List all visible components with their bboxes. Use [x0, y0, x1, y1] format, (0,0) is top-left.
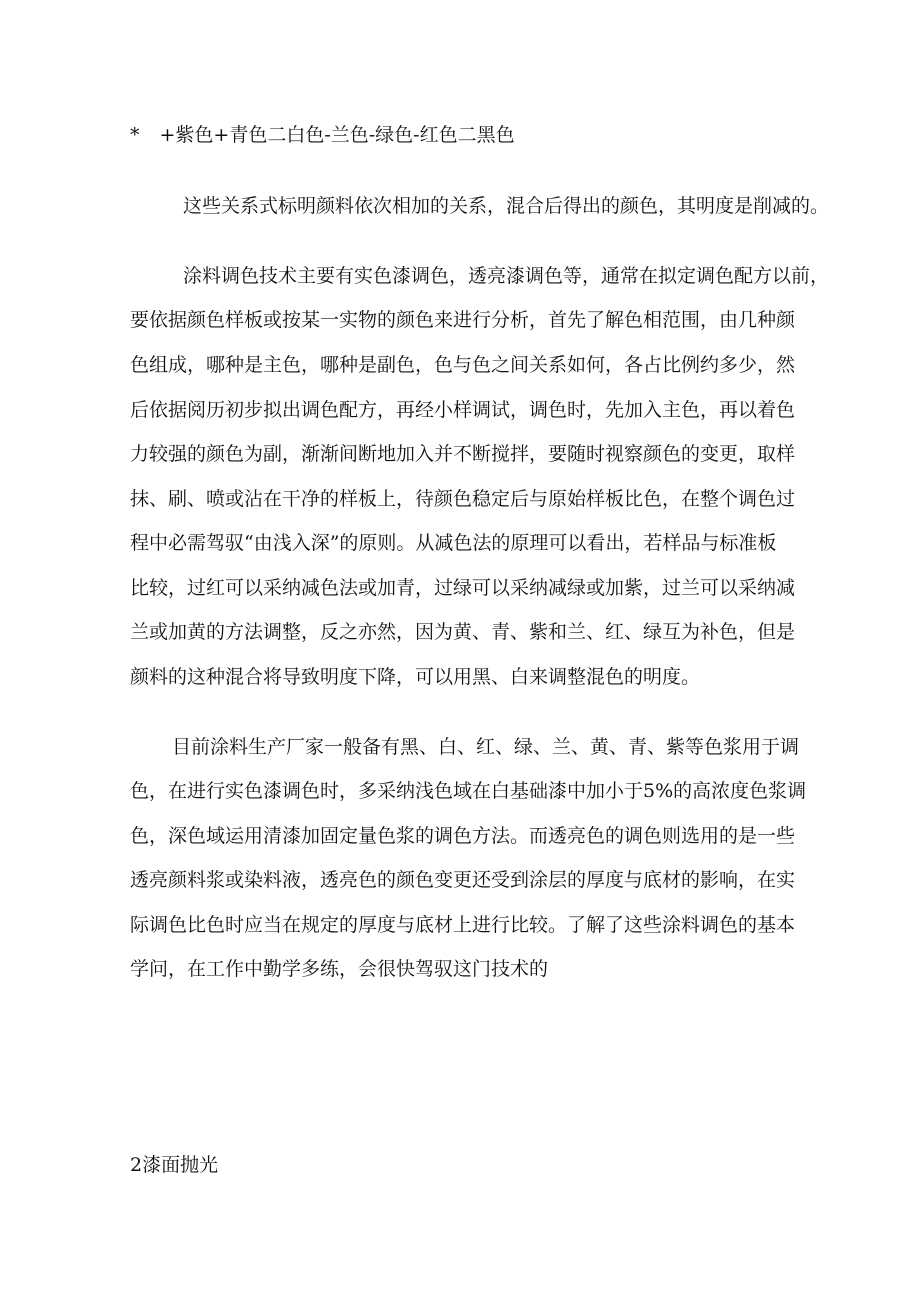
- paragraph-2-line-9: 兰或加黄的方法调整，反之亦然，因为黄、青、紫和兰、红、绿互为补色，但是: [130, 621, 796, 643]
- paragraph-3-line-6: 学问，在工作中勤学多练，会很快驾驭这门技术的: [130, 958, 549, 980]
- paragraph-3-line-5: 际调色比色时应当在规定的厚度与底材上进行比较。了解了这些涂料调色的基本: [130, 914, 796, 936]
- color-formula-line: [130, 123, 515, 147]
- paragraph-1-line-1: 这些关系式标明颜料依次相加的关系，混合后得出的颜色，其明度是削减的。: [183, 195, 830, 217]
- paragraph-2-line-5: 力较强的颜色为副，渐渐间断地加入并不断搅拌，要随时视察颜色的变更，取样: [130, 443, 796, 465]
- paragraph-2-line-1: 涂料调色技术主要有实色漆调色，透亮漆调色等，通常在拟定调色配方以前，: [183, 265, 830, 287]
- paragraph-3-line-2: 色，在进行实色漆调色时，多采纳浅色域在白基础漆中加小于5%的高浓度色浆调: [130, 780, 807, 802]
- paragraph-3-line-3: 色，深色域运用清漆加固定量色浆的调色方法。而透亮色的调色则选用的是一些: [130, 825, 796, 847]
- paragraph-3-line-4: 透亮颜料浆或染料液，透亮色的颜色变更还受到涂层的厚度与底材的影响，在实: [130, 869, 796, 891]
- paragraph-2-line-10: 颜料的这种混合将导致明度下降，可以用黑、白来调整混色的明度。: [130, 666, 701, 688]
- paragraph-2-line-3: 色组成，哪种是主色，哪种是副色，色与色之间关系如何，各占比例约多少，然: [130, 354, 796, 376]
- paragraph-2-line-4: 后依据阅历初步拟出调色配方，再经小样调试，调色时，先加入主色，再以着色: [130, 399, 796, 421]
- asterisk-mark: *: [130, 124, 140, 146]
- section-heading: 2漆面抛光: [130, 1154, 219, 1176]
- color-formula-text: +紫色+青色二白色-兰色-绿色-红色二黑色: [159, 124, 515, 146]
- paragraph-2-line-8: 比较，过红可以采纳减色法或加青，过绿可以采纳减绿或加紫，过兰可以采纳减: [130, 577, 796, 599]
- paragraph-3-line-1: 目前涂料生产厂家一般备有黑、白、红、绿、兰、黄、青、紫等色浆用于调: [172, 736, 800, 758]
- paragraph-2-line-6: 抹、刷、喷或沾在干净的样板上，待颜色稳定后与原始样板比色，在整个调色过: [130, 488, 796, 510]
- paragraph-2-line-2: 要依据颜色样板或按某一实物的颜色来进行分析，首先了解色相范围，由几种颜: [130, 309, 796, 331]
- paragraph-2-line-7: 程中必需驾驭“由浅入深”的原则。从减色法的原理可以看出，若样品与标准板: [130, 532, 777, 554]
